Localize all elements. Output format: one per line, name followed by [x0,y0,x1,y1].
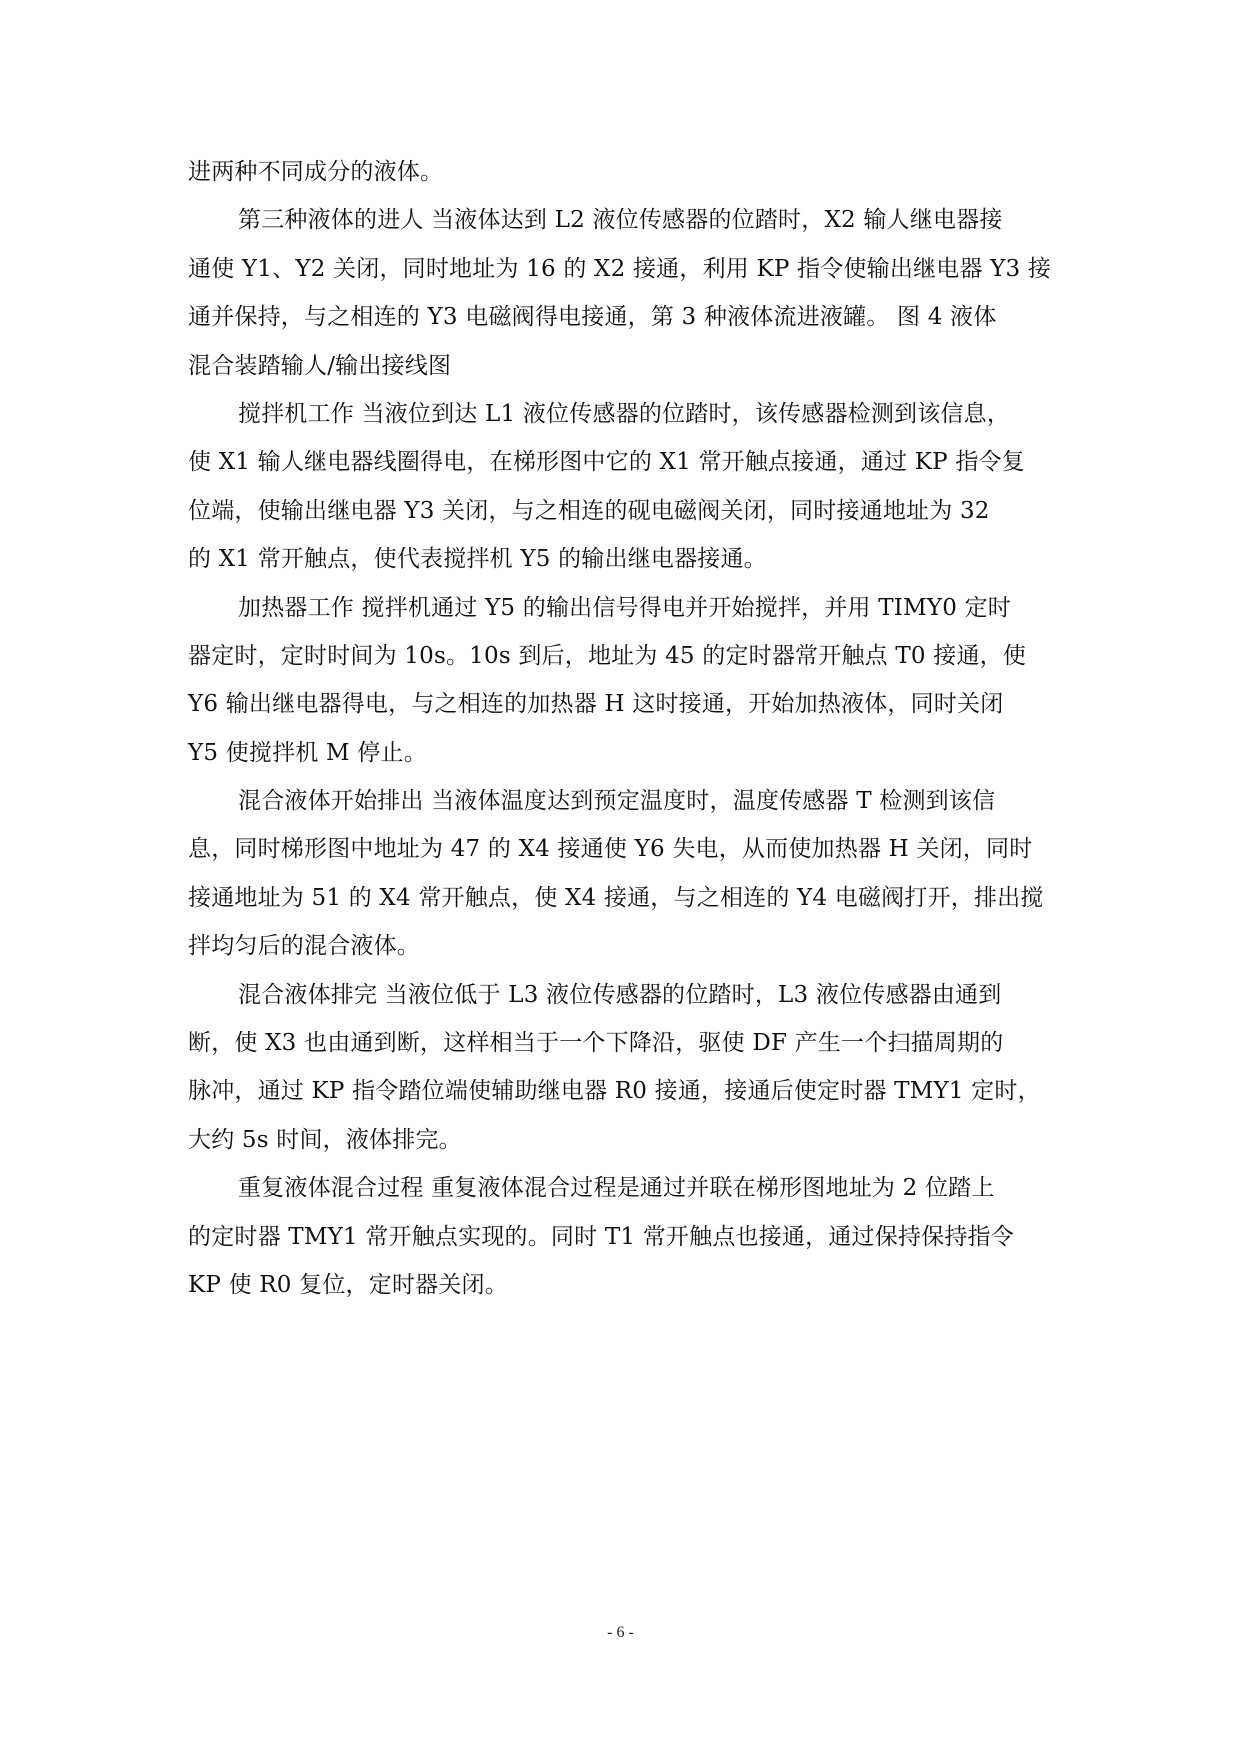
text-line: 息，同时梯形图中地址为 47 的 X4 接通使 Y6 失电，从而使加热器 H 关闭，同时 [188,836,1033,863]
paragraph-start-line: 混合液体排完 当液位低于 L3 液位传感器的位踏时，L3 液位传感器由通到 [238,981,1002,1008]
page-number: - 6 - [607,1624,634,1641]
text-line: 的定时器 TMY1 常开触点实现的。同时 T1 常开触点也接通，通过保持保持指令 [188,1223,1014,1250]
body-text [188,148,1068,1309]
paragraph-start-line: 混合液体开始排出 当液体温度达到预定温度时，温度传感器 T 检测到该信 [238,788,996,815]
paragraph-start-line: 重复液体混合过程 重复液体混合过程是通过并联在梯形图地址为 2 位踏上 [238,1175,995,1202]
text-line: 通使 Y1、Y2 关闭，同时地址为 16 的 X2 接通，利用 KP 指令使输出继电器 Y3 接 [188,255,1052,282]
text-line: 大约 5s 时间，液体排完。 [188,1126,462,1153]
text-line: 混合装踏输人/输出接线图 [188,352,452,379]
text-line: 使 X1 输人继电器线圈得电，在梯形图中它的 X1 常开触点接通，通过 KP 指令复 [188,449,1025,476]
text-line: 器定时，定时时间为 10s。10s 到后，地址为 45 的定时器常开触点 T0 接通，使 [188,642,1027,669]
text-line: 断，使 X3 也由通到断，这样相当于一个下降沿，驱使 DF 产生一个扫描周期的 [188,1030,1004,1057]
text-line: 进两种不同成分的液体。 [188,159,444,185]
text-line: 的 X1 常开触点，使代表搅拌机 Y5 的输出继电器接通。 [188,546,767,573]
paragraph-start-line: 加热器工作 搅拌机通过 Y5 的输出信号得电并开始搅拌，并用 TIMY0 定时 [238,594,1011,621]
paragraph-start-line: 第三种液体的进人 当液体达到 L2 液位传感器的位踏时，X2 输人继电器接 [238,207,1003,234]
paragraph-start-line: 搅拌机工作 当液位到达 L1 液位传感器的位踏时，该传感器检测到该信息， [238,400,1011,427]
text-line: KP 使 R0 复位，定时器关闭。 [188,1271,508,1298]
text-line: 脉冲，通过 KP 指令踏位端使辅助继电器 R0 接通，接通后使定时器 TMY1 定时， [188,1078,1041,1105]
text-line: Y6 输出继电器得电，与之相连的加热器 H 这时接通，开始加热液体，同时关闭 [188,691,1004,718]
text-line: 位端，使输出继电器 Y3 关闭，与之相连的砚电磁阀关闭，同时接通地址为 32 [188,497,990,524]
text-line: 接通地址为 51 的 X4 常开触点，使 X4 接通，与之相连的 Y4 电磁阀打开，排出搅 [188,884,1044,911]
text-line: 拌均匀后的混合液体。 [188,933,420,960]
text-line: Y5 使搅拌机 M 停止。 [188,739,427,766]
text-line: 通并保持，与之相连的 Y3 电磁阀得电接通，第 3 种液体流进液罐。 图 4 液体 [188,304,997,331]
